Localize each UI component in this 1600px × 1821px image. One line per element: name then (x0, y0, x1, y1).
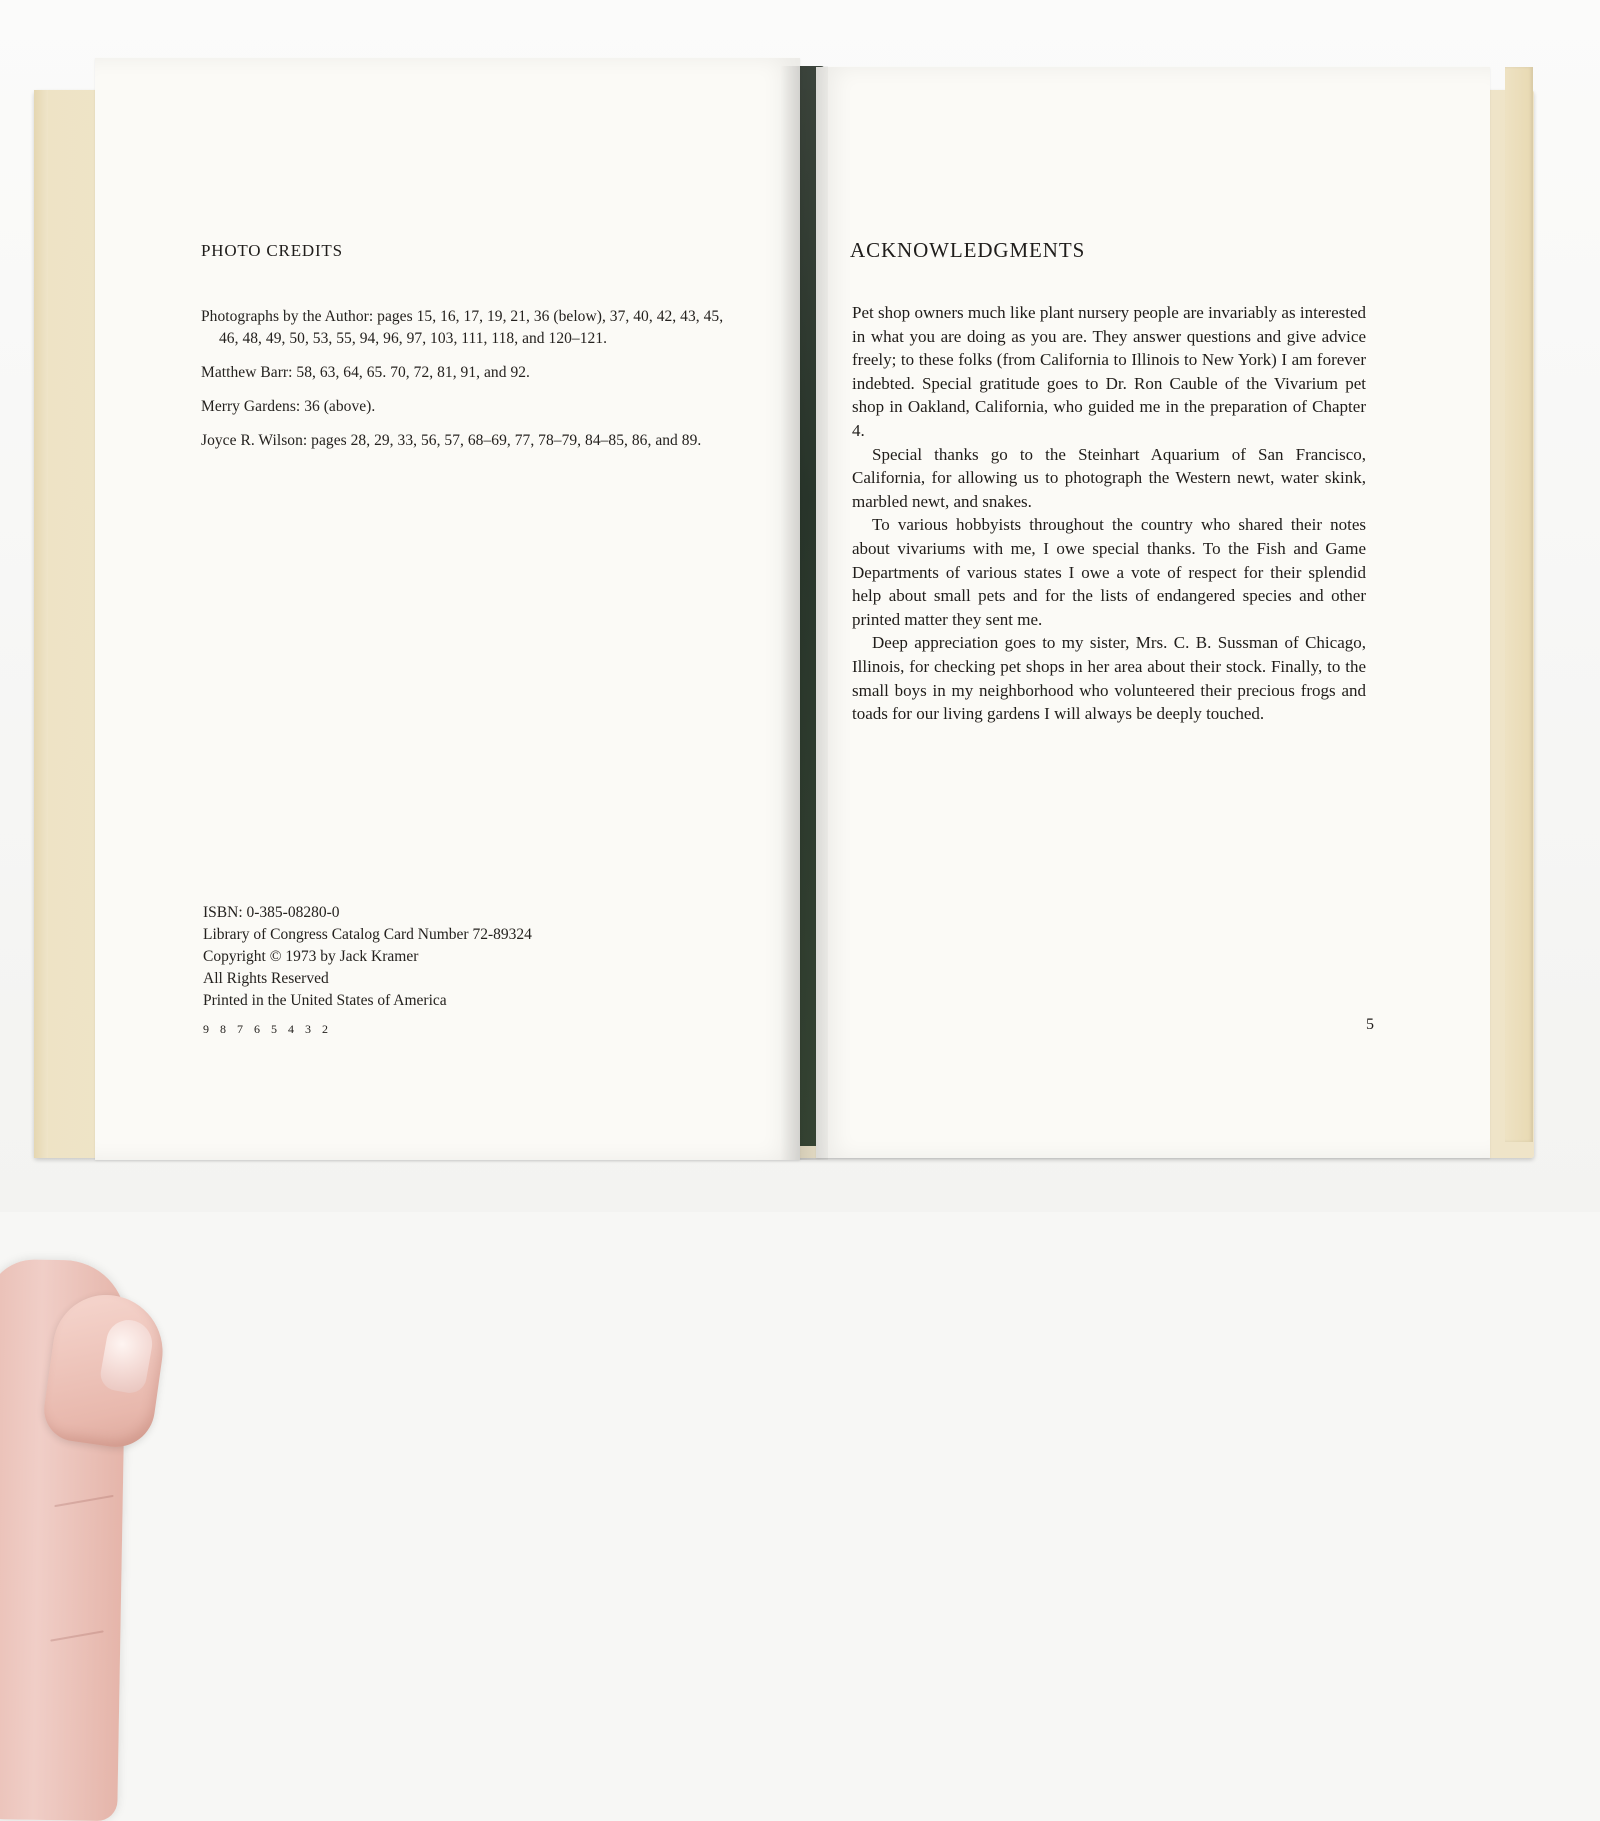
thumbnail (98, 1317, 156, 1396)
photo-credit-author: Photographs by the Author: pages 15, 16, 17, 19, 21, 36 (below), 37, 40, 42, 43, 45, 46, 48, 49, 50, 53, 55, 94, 96, 97, 103, 111, 118, and 120–121. (201, 308, 724, 347)
acknowledgment-paragraph-2: Special thanks go to the Steinhart Aquarium of San Francisco, California, for allowing us to photograph the Western newt, water skink, marbled newt, and snakes. (852, 444, 1366, 511)
knuckle-crease (54, 1495, 113, 1507)
hand-palm (0, 1259, 127, 1821)
photo-credit-matthew-barr: Matthew Barr: 58, 63, 64, 65. 70, 72, 81, 91, and 92. (201, 364, 530, 381)
acknowledgments-title: ACKNOWLEDGMENTS (850, 238, 1086, 262)
copyright-line: Copyright © 1973 by Jack Kramer (203, 948, 419, 965)
printed-in-line: Printed in the United States of America (203, 992, 447, 1009)
photo-credit-joyce-wilson: Joyce R. Wilson: pages 28, 29, 33, 56, 57, 68–69, 77, 78–79, 84–85, 86, and 89. (201, 432, 702, 449)
acknowledgment-paragraph-4: Deep appreciation goes to my sister, Mrs. C. B. Sussman of Chicago, Illinois, for checking pet shops in her area about their stock. Finally, to the small boys in my neighborhood who volunteered their precious frogs and toads for our living gardens I will always be deeply touched. (852, 633, 1366, 724)
catalog-card-line: Library of Congress Catalog Card Number 72-89324 (203, 926, 532, 943)
book-cover-right-edge (1505, 67, 1533, 1142)
acknowledgments-text (852, 301, 1366, 726)
print-run-line: 9 8 7 6 5 4 3 2 (203, 1022, 332, 1036)
book-cover-left-edge (34, 90, 48, 1158)
acknowledgment-paragraph-3: To various hobbyists throughout the country who shared their notes about vivariums with me, I owe special thanks. To the Fish and Game Departments of various states I owe a vote of respect for their splendid help about small pets and for the lists of endangered species and other printed matter they sent me. (852, 515, 1366, 629)
right-page (816, 67, 1490, 1158)
copyright-imprint (203, 902, 623, 1040)
page-number: 5 (1366, 1016, 1374, 1033)
thumb (40, 1288, 170, 1452)
photo-credits-title: PHOTO CREDITS (201, 241, 343, 260)
isbn-line: ISBN: 0-385-08280-0 (203, 904, 340, 921)
knuckle-crease-lower (50, 1630, 104, 1641)
rights-line: All Rights Reserved (203, 970, 329, 987)
photo-credit-merry-gardens: Merry Gardens: 36 (above). (201, 398, 376, 415)
left-page (95, 58, 800, 1160)
photo-credits-list (201, 306, 741, 464)
acknowledgment-paragraph-1: Pet shop owners much like plant nursery people are invariably as interested in what you are doing as you are. They answer questions and give advice freely; to these folks (from California to Illinois to New York) I am forever indebted. Special gratitude goes to Dr. Ron Cauble of the Vivarium pet shop in Oakland, California, who guided me in the preparation of Chapter 4. (852, 303, 1366, 440)
